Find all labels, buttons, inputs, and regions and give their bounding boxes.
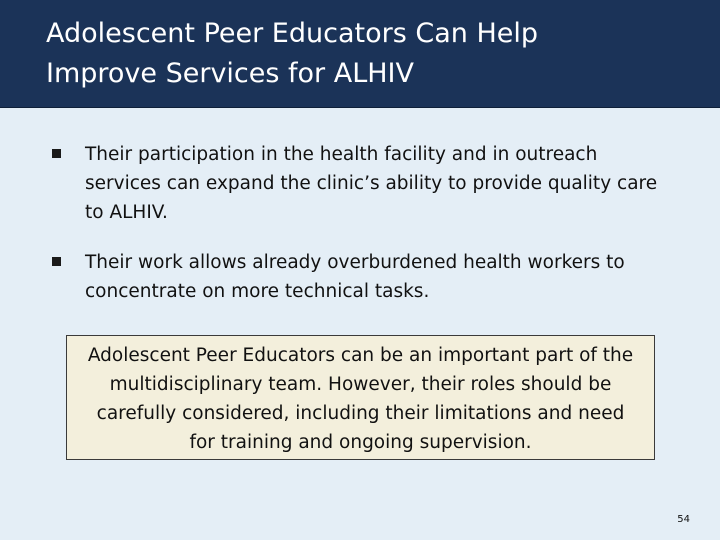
- slide-title-line: Improve Services for ALHIV: [46, 58, 414, 89]
- bullet-text-line: concentrate on more technical tasks.: [85, 281, 430, 302]
- square-bullet-icon: [52, 257, 61, 266]
- bullet-item: [0, 248, 720, 306]
- bullet-text-line: Their participation in the health facility and in outreach: [85, 144, 598, 165]
- callout-text-line: carefully considered, including their limitations and need: [96, 403, 625, 424]
- callout-text-line: Adolescent Peer Educators can be an important part of the: [87, 345, 634, 366]
- callout-text-line: for training and ongoing supervision.: [189, 432, 532, 453]
- bullet-text-line: Their work allows already overburdened health workers to: [85, 252, 625, 273]
- slide-header: [0, 0, 720, 108]
- bullet-list: [0, 140, 720, 327]
- square-bullet-icon: [52, 149, 61, 158]
- callout-box: [66, 335, 655, 460]
- bullet-text-line: to ALHIV.: [85, 202, 168, 223]
- slide-title: [46, 14, 686, 94]
- page-number: 54: [677, 514, 690, 525]
- bullet-item: [0, 140, 720, 227]
- bullet-text-line: services can expand the clinic’s ability to provide quality care: [85, 173, 658, 194]
- slide-title-line: Adolescent Peer Educators Can Help: [46, 18, 538, 49]
- bullet-text: [85, 248, 690, 306]
- callout-text-line: multidisciplinary team. However, their roles should be: [109, 374, 612, 395]
- bullet-text: [85, 140, 690, 227]
